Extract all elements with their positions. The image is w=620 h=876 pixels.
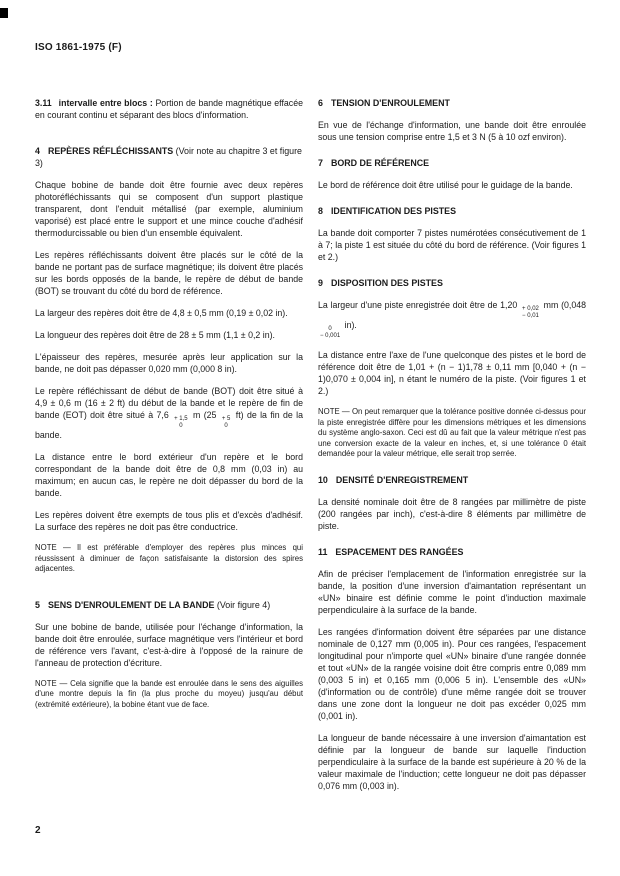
section-number: 5: [35, 599, 40, 610]
section-title: IDENTIFICATION DES PISTES: [330, 206, 457, 216]
paragraph: Le bord de référence doit être utilisé pour le guidage de la bande.: [318, 180, 573, 190]
section-title-suffix: (Voir figure 4): [214, 599, 271, 610]
paragraph: Sur une bobine de bande, utilisée pour l'échange d'information, la bande doit être enroulée, surface magnétique vers l'intérieur et bord de référence vers l'avant, c'est-à-dire à l'opposé de la rainure de l'anneau de protection d'écriture.: [35, 621, 303, 668]
section-9-disposition-pistes: [318, 277, 586, 460]
section-5-heading: [35, 599, 303, 611]
section-4-heading: [35, 145, 303, 169]
right-column: [318, 97, 586, 802]
section-8-heading: [318, 205, 586, 217]
tolerance-upper: + 1,5: [174, 416, 188, 422]
tolerance-lower: − 0,01: [522, 312, 539, 319]
tolerance-stack: [174, 416, 188, 429]
paragraph: La longueur de bande nécessaire à une inversion d'aimantation est définie par la longueur de bande sur laquelle l'induction perpendiculaire à la surface de la bande est supérieure à 20 % de la valeur maximale de l'induction; cette longueur ne doit pas dépasser 0,076 mm (0,003 in).: [318, 732, 586, 791]
paragraph-text: (25: [203, 410, 217, 420]
paragraph: En vue de l'échange d'information, une bande doit être enroulée sous une tension comprise entre 1,5 et 3 N (5 à 10 ozf environ).: [318, 120, 586, 142]
section-number: 7: [318, 158, 323, 168]
paragraph-text: La largeur d'une piste enregistrée doit être de 1,20: [318, 300, 518, 310]
scan-artifact-mark: [0, 8, 8, 18]
section-10-heading: [318, 474, 586, 486]
tolerance-lower: 0: [179, 422, 183, 429]
tolerance-lower: 0: [224, 422, 228, 429]
section-title: DENSITÉ D'ENREGISTREMENT: [335, 474, 469, 485]
paragraph: La largeur des repères doit être de 4,8 ± 0,5 mm (0,19 ± 0,02 in).: [35, 308, 288, 318]
tolerance-upper: + 0,02: [522, 306, 539, 312]
section-5-sens-enroulement: [35, 599, 303, 711]
section-9-heading: [318, 277, 586, 289]
section-11-espacement-rangees: [318, 546, 586, 792]
definition-text: Portion de bande magnétique effacée en courant continu et séparant des blocs d'information.: [35, 98, 303, 120]
section-number: 10: [318, 474, 328, 485]
section-title: TENSION D'ENROULEMENT: [330, 98, 450, 108]
section-6-heading: [318, 97, 586, 109]
tolerance-upper: 0: [328, 326, 332, 332]
paragraph: La bande doit comporter 7 pistes numérotées consécutivement de 1 à 7; la piste 1 est située du côté du bord de référence. (Voir figures 1 et 2.): [318, 228, 586, 262]
definition-3-11: [35, 97, 303, 121]
paragraph-text: m: [193, 410, 201, 420]
section-title: ESPACEMENT DES RANGÉES: [335, 546, 464, 557]
paragraph: Chaque bobine de bande doit être fournie avec deux repères photoréfléchissants qui se composent d'un support plastique transparent, dont l'enduit métallisé (par exemple, aluminium vaporisé) est placé entre le support et une mince couche d'adhésif thermodurcissable ou bien d'un ensemble équivalent.: [35, 180, 303, 238]
section-title-suffix: (Voir note au chapitre 3 et figure 3): [35, 146, 302, 168]
section-title: SENS D'ENROULEMENT DE LA BANDE: [47, 599, 215, 610]
paragraph: La densité nominale doit être de 8 rangées par millimètre de piste (200 rangées par inch), c'est-à-dire 8 éléments par millimètre de piste.: [318, 496, 586, 531]
section-number: 6: [318, 98, 323, 108]
paragraph: Les repères doivent être exempts de tous plis et d'excès d'adhésif. La surface des repères ne doit pas être conductrice.: [35, 510, 303, 532]
two-column-body: [35, 97, 586, 802]
section-number: 9: [318, 278, 323, 288]
clause-number: 3.11: [35, 98, 52, 108]
section-title: DISPOSITION DES PISTES: [330, 278, 443, 288]
section-10-densite-enregistrement: [318, 474, 586, 532]
section-number: 4: [35, 146, 40, 156]
page-header: [35, 42, 122, 53]
document-reference: ISO 1861-1975 (F): [35, 42, 122, 53]
section-7-bord-de-reference: [318, 157, 586, 191]
paragraph-text: in).: [344, 320, 357, 330]
paragraph-text: Le repère réfléchissant de début de bande (BOT) doit être situé à 4,9 ± 0,6 m (16 ± 2 ft) du début de la bande et le repère de fin de bande (EOT) doit être situé à 7,6: [35, 386, 303, 420]
tolerance-stack: [222, 416, 231, 429]
page-number: 2: [35, 825, 41, 836]
note-text: NOTE — Il est préférable d'employer des repères plus minces qui réussissent à diminuer de façon satisfaisante la distorsion des spires adjacentes.: [35, 543, 303, 573]
paragraph: La longueur des repères doit être de 28 ± 5 mm (1,1 ± 0,2 in).: [35, 330, 275, 340]
paragraph: Les repères réfléchissants doivent être placés sur le côté de la bande ne portant pas de surface magnétique; ils doivent être placés sur les bords opposés de la bande, le repère de début de bande (BOT) se trouvant du côté du bord de référence.: [35, 250, 303, 296]
paragraph-track-width: [318, 299, 586, 339]
paragraph-text: ft) de la fin de la bande.: [35, 410, 304, 440]
paragraph: Afin de préciser l'emplacement de l'information enregistrée sur la bande, la position d'une inversion d'aimantation représentant un «UN» binaire est définie comme le point d'induction maximale perpendiculaire à la surface de la bande.: [318, 568, 586, 615]
section-4-reperes-reflechissants: [35, 145, 303, 575]
section-title: REPÈRES RÉFLÉCHISSANTS: [47, 146, 174, 156]
tolerance-stack: [320, 326, 340, 339]
defined-term: intervalle entre blocs :: [58, 98, 153, 108]
section-number: 11: [318, 546, 328, 557]
note-text: NOTE — On peut remarquer que la tolérance positive donnée ci-dessus pour la piste enregistrée diffère pour les dimensions métriques et les dimensions du système anglo-saxon. Ceci est dû au fait que la valeur métrique n'est pas une conversion exacte de la valeur en inches, et, si une tolérance 0 était demandée pour la valeur métrique, elle serait trop serrée.: [318, 407, 586, 458]
section-7-heading: [318, 157, 586, 169]
section-8-identification-pistes: [318, 205, 586, 263]
paragraph-bot-eot: [35, 385, 303, 441]
paragraph: L'épaisseur des repères, mesurée après leur application sur la bande, ne doit pas dépasser 0,020 mm (0,000 8 in).: [35, 352, 303, 374]
paragraph: Les rangées d'information doivent être séparées par une distance nominale de 0,127 mm (0,005 in). Pour ces rangées, l'espacement longitudinal pour n'importe quel «UN» binaire d'une rangée donnée et tout «UN» de la rangée voisine doit être compris entre 0,089 mm (0,003 5 in) et 0,165 mm (0,006 5 in). L'ensemble des «UN» (d'information ou de contrôle) d'une même rangée doit se trouver dans une zone dont la longueur ne doit pas excéder 0,025 mm (0,001 in).: [318, 626, 586, 721]
paragraph: La distance entre le bord extérieur d'un repère et le bord correspondant de la bande doit être de 0,8 mm (0,03 in) au maximum; en aucun cas, le repère ne doit dépasser du bord de la bande.: [35, 452, 303, 498]
tolerance-stack: [522, 306, 539, 319]
section-6-tension-enroulement: [318, 97, 586, 143]
section-11-heading: [318, 546, 586, 558]
tolerance-lower: − 0,001: [320, 332, 341, 339]
section-title: BORD DE RÉFÉRENCE: [330, 158, 430, 168]
section-number: 8: [318, 206, 323, 216]
paragraph: La distance entre l'axe de l'une quelconque des pistes et le bord de référence doit être de 1,01 + (n − 1)1,78 ± 0,11 mm [0,040 + (n − 1)0,070 ± 0,004 in], n étant le numéro de la piste. (Voir figures 1 et 2.): [318, 350, 586, 396]
tolerance-upper: + 5: [221, 416, 231, 422]
paragraph-text: mm (0,048: [543, 300, 587, 310]
left-column: [35, 97, 303, 802]
note-text: NOTE — Cela signifie que la bande est enroulée dans le sens des aiguilles d'une montre depuis la fin (la plus proche du moyeu) jusqu'au début (extrémité extérieure), la bobine étant vue de face.: [35, 678, 303, 709]
